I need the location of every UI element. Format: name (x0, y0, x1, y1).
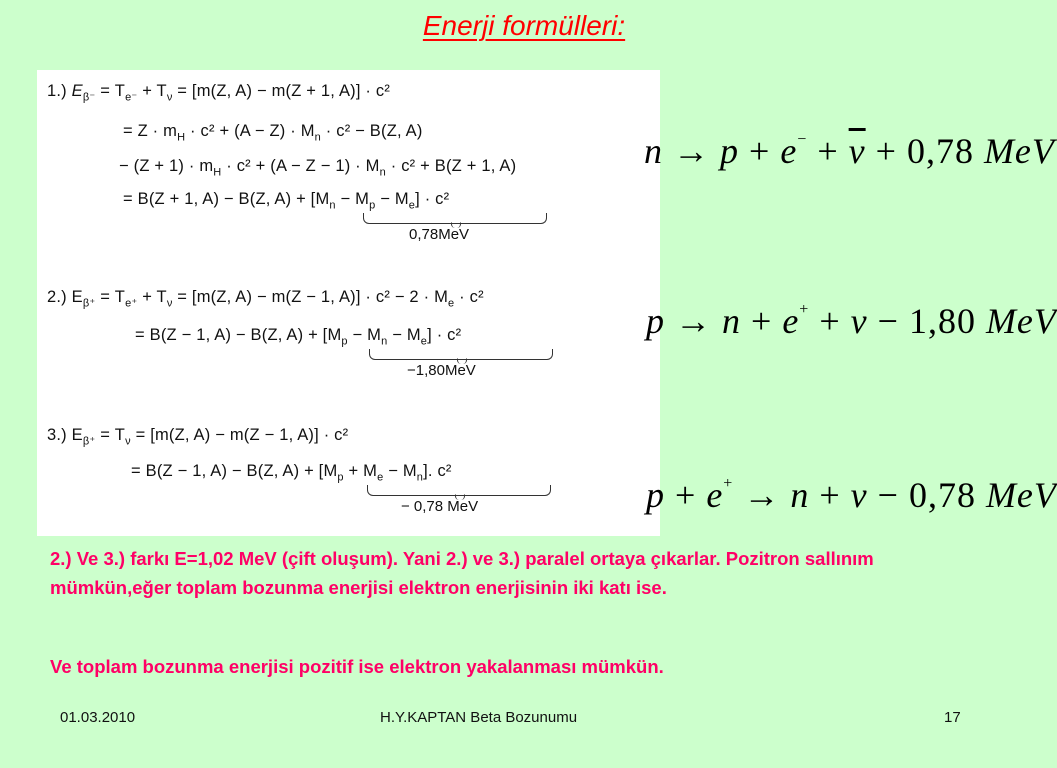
eq3-line1: 3.) $E_{\beta^+} = T_\nu = [m(Z$, A) − m(Z − 1, A)] · c² (47, 426, 349, 448)
eq1-line2: = $Z \cdot m_H \cdot c^2 + (A - Z) \cdot M_n \cdot c^2 - B(Z$, A) (123, 122, 423, 144)
eq3-brace-value: − 0,78 MeV (401, 498, 479, 515)
footer-date: 01.03.2010 (60, 709, 136, 726)
footer-page-number: 17 (944, 709, 961, 726)
eq2-line2: = B(Z − 1, A) − B(Z, $A) + [M_p - M_n - M_e] \cdot c^2$ (135, 326, 462, 348)
reaction-neutron-decay: $n \to p + e^- + \overline{\nu} + 0,78$ MeV (644, 131, 1055, 171)
eq1-brace-value: 0,78MeV (409, 226, 470, 243)
eq2-line1: 2.) $E_{\beta^+} = T_{e^+} + T_\nu = [m(Z$, A) − m(Z − 1, $A)] \cdot c^2 - 2 \cdot M_e \cdot c^2$ (47, 288, 484, 310)
eq1-underbrace (363, 213, 547, 224)
eq3-underbrace (367, 485, 551, 496)
eq1-line3: − $(Z + 1) \cdot m_H \cdot c^2 + (A - Z - 1) \cdot M_n \cdot c^2 + B(Z + 1$, A) (119, 157, 517, 179)
eq2-brace-value: −1,80MeV (407, 362, 476, 379)
explanation-paragraph-2: Ve toplam bozunma enerjisi pozitif ise elektron yakalanması mümkün. (50, 656, 664, 677)
explanation-paragraph-1: 2.) Ve 3.) farkı E=1,02 MeV (çift oluşum). Yani 2.) ve 3.) paralel ortaya çıkarlar. Pozitron sallınım mümkün,eğer toplam bozunma enerjisi elektron enerjisinin iki katı ise. (50, 548, 874, 598)
footer-title: H.Y.KAPTAN Beta Bozunumu (380, 709, 578, 726)
eq1-line4: = B(Z + 1, A) − B(Z, $A) + [M_n - M_p - M_e] \cdot c^2$ (123, 190, 450, 212)
eq3-line2: = B(Z − 1, A) − B(Z, $A) + [M_p + M_e - M_n]$. c² (131, 462, 452, 484)
slide-title: Enerji formülleri: (422, 10, 626, 41)
equation-image-panel (37, 70, 660, 536)
reaction-proton-decay: p → n + e+ + ν − 1,80 MeV (646, 301, 1057, 341)
eq2-underbrace (369, 349, 553, 360)
reaction-positron-capture: p + e+ → n + ν − 0,78 MeV (646, 475, 1057, 515)
eq1-line1: 1.) $E_{\beta^-} = T_{e^-} + T_\nu = [m(Z$, A) − m(Z + 1, A)] · c² (47, 82, 391, 104)
